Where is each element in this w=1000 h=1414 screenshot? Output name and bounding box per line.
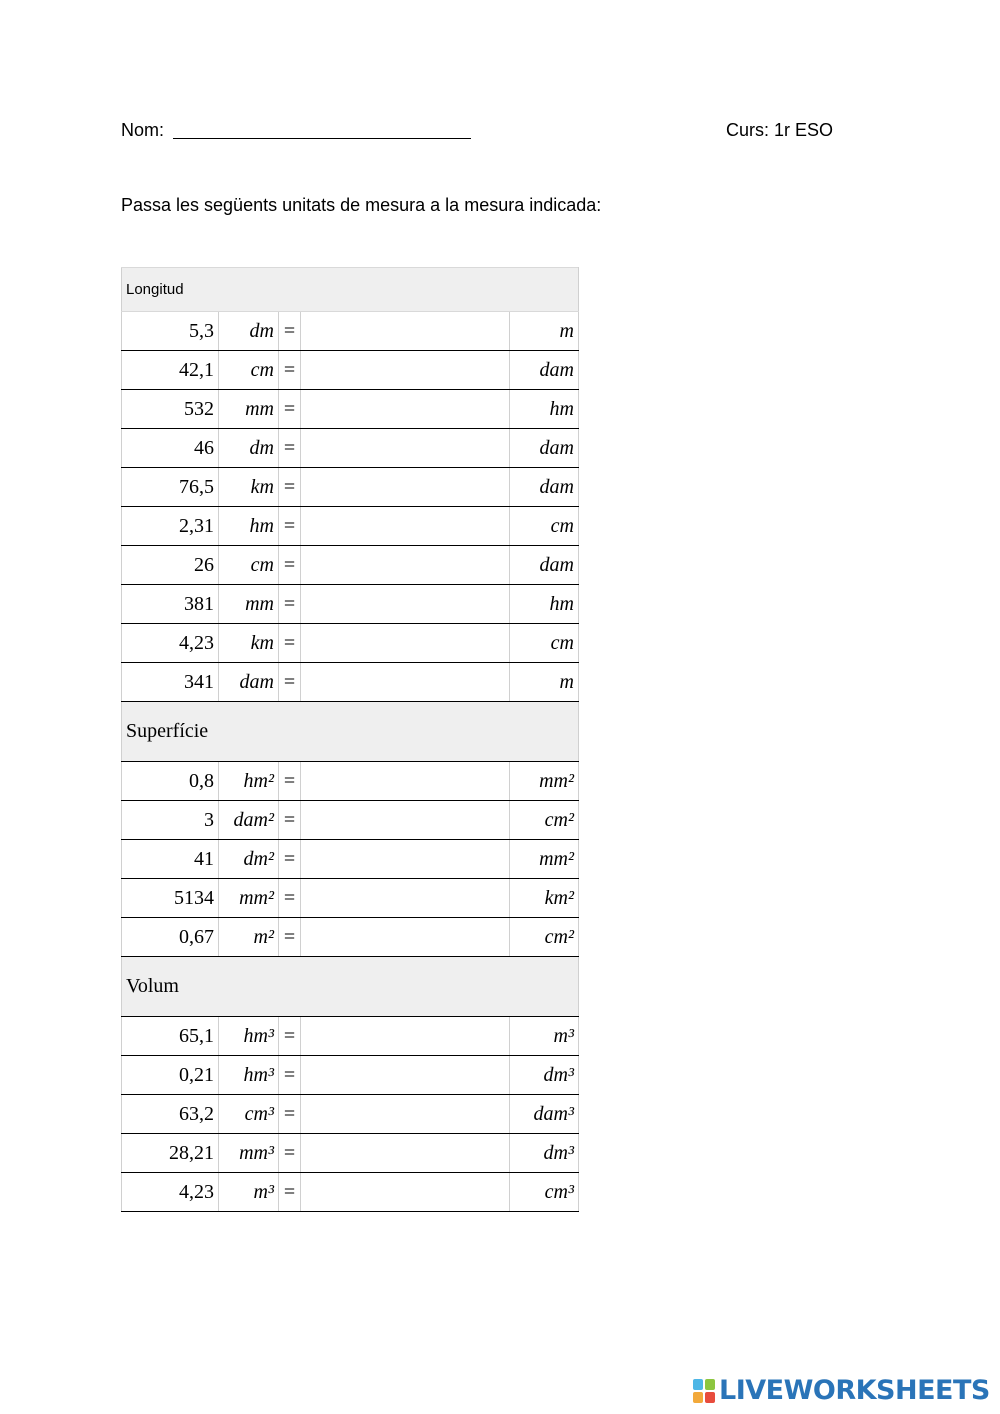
source-unit: hm³ [219,1017,279,1056]
answer-input[interactable] [305,1134,505,1172]
logo-text: LIVEWORKSHEETS [719,1375,990,1406]
liveworksheets-logo-icon [692,1378,716,1404]
equals-sign: = [279,624,301,663]
source-value: 0,8 [122,762,219,801]
source-value: 4,23 [122,1173,219,1212]
target-unit: dam [510,546,579,585]
answer-cell [301,840,510,879]
source-unit: cm [219,546,279,585]
source-unit: dm [219,312,279,351]
conversion-row [122,390,579,429]
conversion-row [122,840,579,879]
source-unit: dm² [219,840,279,879]
source-value: 532 [122,390,219,429]
answer-cell [301,762,510,801]
target-unit: cm [510,507,579,546]
answer-input[interactable] [305,801,505,839]
source-value: 63,2 [122,1095,219,1134]
equals-sign: = [279,507,301,546]
equals-sign: = [279,1134,301,1173]
source-value: 42,1 [122,351,219,390]
target-unit: cm² [510,801,579,840]
answer-cell [301,351,510,390]
source-value: 5,3 [122,312,219,351]
conversion-row [122,801,579,840]
source-value: 381 [122,585,219,624]
equals-sign: = [279,1017,301,1056]
conversion-row [122,351,579,390]
name-field-label [121,120,471,141]
answer-input[interactable] [305,390,505,428]
conversion-row [122,918,579,957]
source-unit: mm³ [219,1134,279,1173]
target-unit: dam³ [510,1095,579,1134]
equals-sign: = [279,312,301,351]
answer-cell [301,1095,510,1134]
conversion-row [122,1017,579,1056]
answer-input[interactable] [305,468,505,506]
equals-sign: = [279,1095,301,1134]
conversion-row [122,1095,579,1134]
target-unit: dam [510,468,579,507]
source-unit: dam² [219,801,279,840]
equals-sign: = [279,390,301,429]
answer-input[interactable] [305,429,505,467]
answer-cell [301,1056,510,1095]
conversion-row [122,762,579,801]
answer-cell [301,1134,510,1173]
course-label: Curs: 1r ESO [726,120,834,140]
source-unit: m³ [219,1173,279,1212]
target-unit: dm³ [510,1056,579,1095]
conversion-row [122,585,579,624]
source-value: 0,21 [122,1056,219,1095]
section-header [122,957,579,1017]
target-unit: km² [510,879,579,918]
answer-cell [301,801,510,840]
source-value: 341 [122,663,219,702]
source-unit: cm³ [219,1095,279,1134]
conversion-row [122,624,579,663]
equals-sign: = [279,663,301,702]
answer-cell [301,585,510,624]
answer-input[interactable] [305,840,505,878]
source-unit: hm² [219,762,279,801]
answer-input[interactable] [305,507,505,545]
instruction-text: Passa les següents unitats de mesura a la mesura indicada: [121,195,602,215]
equals-sign: = [279,801,301,840]
answer-input[interactable] [305,312,505,350]
answer-cell [301,1173,510,1212]
answer-input[interactable] [305,1095,505,1133]
conversion-row [122,312,579,351]
answer-cell [301,1017,510,1056]
source-value: 0,67 [122,918,219,957]
section-header [122,702,579,762]
name-label: Nom: [121,120,165,140]
name-blank-line [173,120,471,139]
target-unit: dm³ [510,1134,579,1173]
target-unit: dam [510,429,579,468]
equals-sign: = [279,879,301,918]
source-value: 46 [122,429,219,468]
answer-input[interactable] [305,762,505,800]
conversion-row [122,507,579,546]
conversion-row [122,546,579,585]
target-unit: m [510,663,579,702]
source-value: 2,31 [122,507,219,546]
answer-input[interactable] [305,918,505,956]
answer-input[interactable] [305,1056,505,1094]
source-value: 5134 [122,879,219,918]
conversion-table [121,267,579,1212]
conversion-row [122,429,579,468]
target-unit: mm² [510,840,579,879]
liveworksheets-logo [692,1375,990,1406]
source-unit: cm [219,351,279,390]
source-unit: mm [219,390,279,429]
equals-sign: = [279,762,301,801]
source-unit: mm² [219,879,279,918]
target-unit: m [510,312,579,351]
section-title: Superfície [122,702,579,762]
source-value: 76,5 [122,468,219,507]
conversion-row [122,1056,579,1095]
logo-mark-square [693,1392,703,1403]
source-value: 4,23 [122,624,219,663]
answer-input[interactable] [305,624,505,662]
conversion-row [122,468,579,507]
conversion-row [122,1173,579,1212]
source-unit: mm [219,585,279,624]
answer-input[interactable] [305,585,505,623]
source-unit: m² [219,918,279,957]
equals-sign: = [279,840,301,879]
source-unit: dam [219,663,279,702]
conversion-row [122,663,579,702]
answer-cell [301,663,510,702]
equals-sign: = [279,585,301,624]
target-unit: dam [510,351,579,390]
answer-input[interactable] [305,879,505,917]
answer-input[interactable] [305,546,505,584]
target-unit: cm² [510,918,579,957]
target-unit: hm [510,585,579,624]
equals-sign: = [279,1056,301,1095]
source-unit: dm [219,429,279,468]
answer-input[interactable] [305,663,505,701]
conversion-row [122,1134,579,1173]
section-title: Volum [122,957,579,1017]
answer-cell [301,390,510,429]
source-unit: km [219,468,279,507]
answer-cell [301,312,510,351]
target-unit: mm² [510,762,579,801]
target-unit: cm [510,624,579,663]
source-unit: km [219,624,279,663]
logo-mark-square [693,1379,703,1390]
answer-cell [301,429,510,468]
equals-sign: = [279,918,301,957]
conversion-row [122,879,579,918]
source-unit: hm [219,507,279,546]
answer-cell [301,468,510,507]
answer-input[interactable] [305,351,505,389]
logo-mark-square [705,1379,715,1390]
source-value: 28,21 [122,1134,219,1173]
target-unit: m³ [510,1017,579,1056]
answer-cell [301,507,510,546]
section-header [122,268,579,312]
section-title: Longitud [122,268,579,312]
source-value: 3 [122,801,219,840]
equals-sign: = [279,468,301,507]
source-value: 65,1 [122,1017,219,1056]
answer-input[interactable] [305,1017,505,1055]
source-unit: hm³ [219,1056,279,1095]
equals-sign: = [279,1173,301,1212]
answer-input[interactable] [305,1173,505,1211]
answer-cell [301,624,510,663]
answer-cell [301,918,510,957]
target-unit: cm³ [510,1173,579,1212]
equals-sign: = [279,351,301,390]
source-value: 26 [122,546,219,585]
answer-cell [301,879,510,918]
equals-sign: = [279,546,301,585]
target-unit: hm [510,390,579,429]
logo-mark-square [705,1392,715,1403]
equals-sign: = [279,429,301,468]
answer-cell [301,546,510,585]
source-value: 41 [122,840,219,879]
